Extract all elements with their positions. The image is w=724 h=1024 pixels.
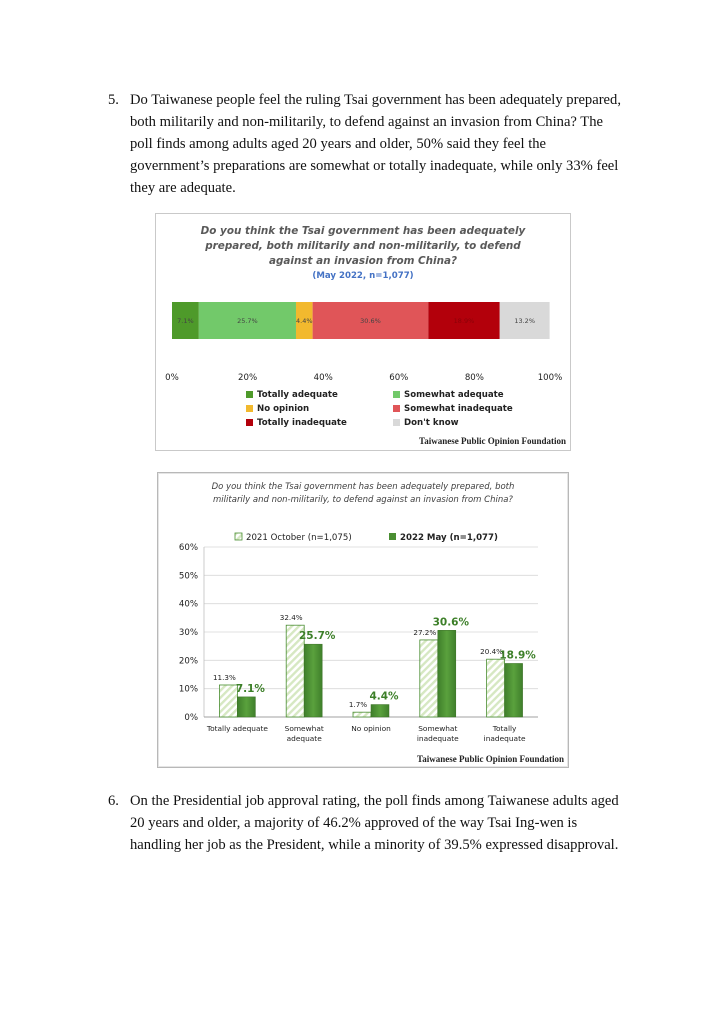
chart-source: Taiwanese Public Opinion Foundation [419,436,566,446]
category-label [351,724,391,733]
data-label: 1.7% [348,700,368,710]
data-label: 18.9% [499,649,536,662]
data-label: 25.7% [237,317,258,325]
legend-label: Totally inadequate [257,418,347,428]
legend-label: 2021 October (n=1,075) [246,533,352,543]
legend-item [246,418,347,428]
category-label [206,724,269,733]
bar-2022 [304,644,322,717]
chart-subtitle: (May 2022, n=1,077) [312,271,414,281]
data-label: 30.6% [432,616,470,629]
category-label-line: Totally adequate [206,724,268,733]
legend-label: Somewhat inadequate [404,404,513,414]
category-label-line: Totally [492,724,517,733]
tick-label: 100% [537,373,563,383]
paragraph-5 [108,89,628,199]
tick-label: 20% [238,373,258,383]
legend-swatch [246,419,253,426]
chart-title: Do you think the Tsai government has been adequately prepared, both militarily and non-militarily, to defend against an invasion from China? [211,482,515,505]
category-label-line: adequate [286,734,322,743]
legend-swatch [393,419,400,426]
bar-2021 [219,685,237,717]
category-label-line: Somewhat [418,724,458,733]
paragraph-6 [108,790,628,856]
data-label: 20.4% [480,647,504,657]
data-label: 27.2% [413,627,437,637]
legend-swatch [393,391,400,398]
stacked-bar-chart [155,213,571,451]
y-tick-label: 10% [178,684,198,695]
legend-swatch [246,391,253,398]
legend-label: Don't know [404,418,459,428]
tick-label: 60% [389,373,409,383]
legend-swatch [246,405,253,412]
y-tick-label: 50% [178,571,198,582]
bar-2021 [353,712,371,717]
data-label: 30.6% [360,317,381,325]
data-label: 7.1% [177,317,194,325]
bar-2021 [487,659,505,717]
tick-label: 80% [464,373,484,383]
data-label: 25.7% [298,630,336,643]
data-label: 32.4% [279,613,303,623]
data-label: 7.1% [235,682,265,695]
bar-2021 [420,640,438,717]
category-label-line: Somewhat [284,724,324,733]
y-tick-label: 30% [178,628,198,638]
category-label [285,724,324,743]
legend-swatch [393,405,400,412]
data-label: 4.4% [369,690,399,703]
y-tick-label: 60% [178,543,198,553]
category-label [484,724,526,743]
bar-2022 [505,663,523,717]
category-label [417,724,459,743]
y-tick-label: 40% [178,599,198,610]
bar-2022 [371,705,389,717]
paragraph-number: 6. [108,793,119,809]
data-label: 4.4% [296,317,313,325]
legend-label: No opinion [257,404,310,414]
legend-swatch [389,533,396,540]
category-label-line: No opinion [351,724,391,733]
data-label: 18.9% [453,317,475,325]
legend-label: Somewhat adequate [404,390,504,400]
bar-2022 [237,697,255,717]
tick-label: 40% [313,373,333,383]
legend-item [393,404,513,414]
legend-item [393,390,504,400]
y-tick-label: 20% [178,656,198,667]
paragraph-text: Do Taiwanese people feel the ruling Tsai government has been adequately prepared, both militarily and non-militarily, to defend against an invasion from China? The poll finds among adults aged 20 years and older, 50% said they feel the government’s preparations are somewhat or totally inadequate, while only 33% feel they are adequate. [130,92,621,196]
grouped-bar-chart [157,472,569,768]
paragraph-text: On the Presidential job approval rating, the poll finds among Taiwanese adults aged 20 years and older, a majority of 46.2% approved of the way Tsai Ing-wen is handling her job as the President, while a minority of 39.5% expressed disapproval. [130,793,619,853]
tick-label: 0% [165,373,179,383]
data-label: 11.3% [212,672,236,682]
y-tick-label: 0% [184,713,198,723]
legend-item [246,404,309,414]
legend-swatch [235,533,242,540]
data-label: 13.2% [514,317,536,325]
legend-item [393,418,459,428]
bar-2022 [438,630,456,717]
chart-title: Do you think the Tsai government has been adequately prepared, both militarily and non-militarily, to defend against an invasion from China? [200,225,526,267]
grouped-bar-plot [158,525,568,765]
chart-source: Taiwanese Public Opinion Foundation [417,754,564,764]
category-label-line: inadequate [416,734,459,743]
legend-item [246,390,338,400]
paragraph-number: 5. [108,92,119,108]
legend-label: Totally adequate [257,390,338,400]
category-label-line: inadequate [483,734,526,743]
legend-label: 2022 May (n=1,077) [400,533,498,543]
